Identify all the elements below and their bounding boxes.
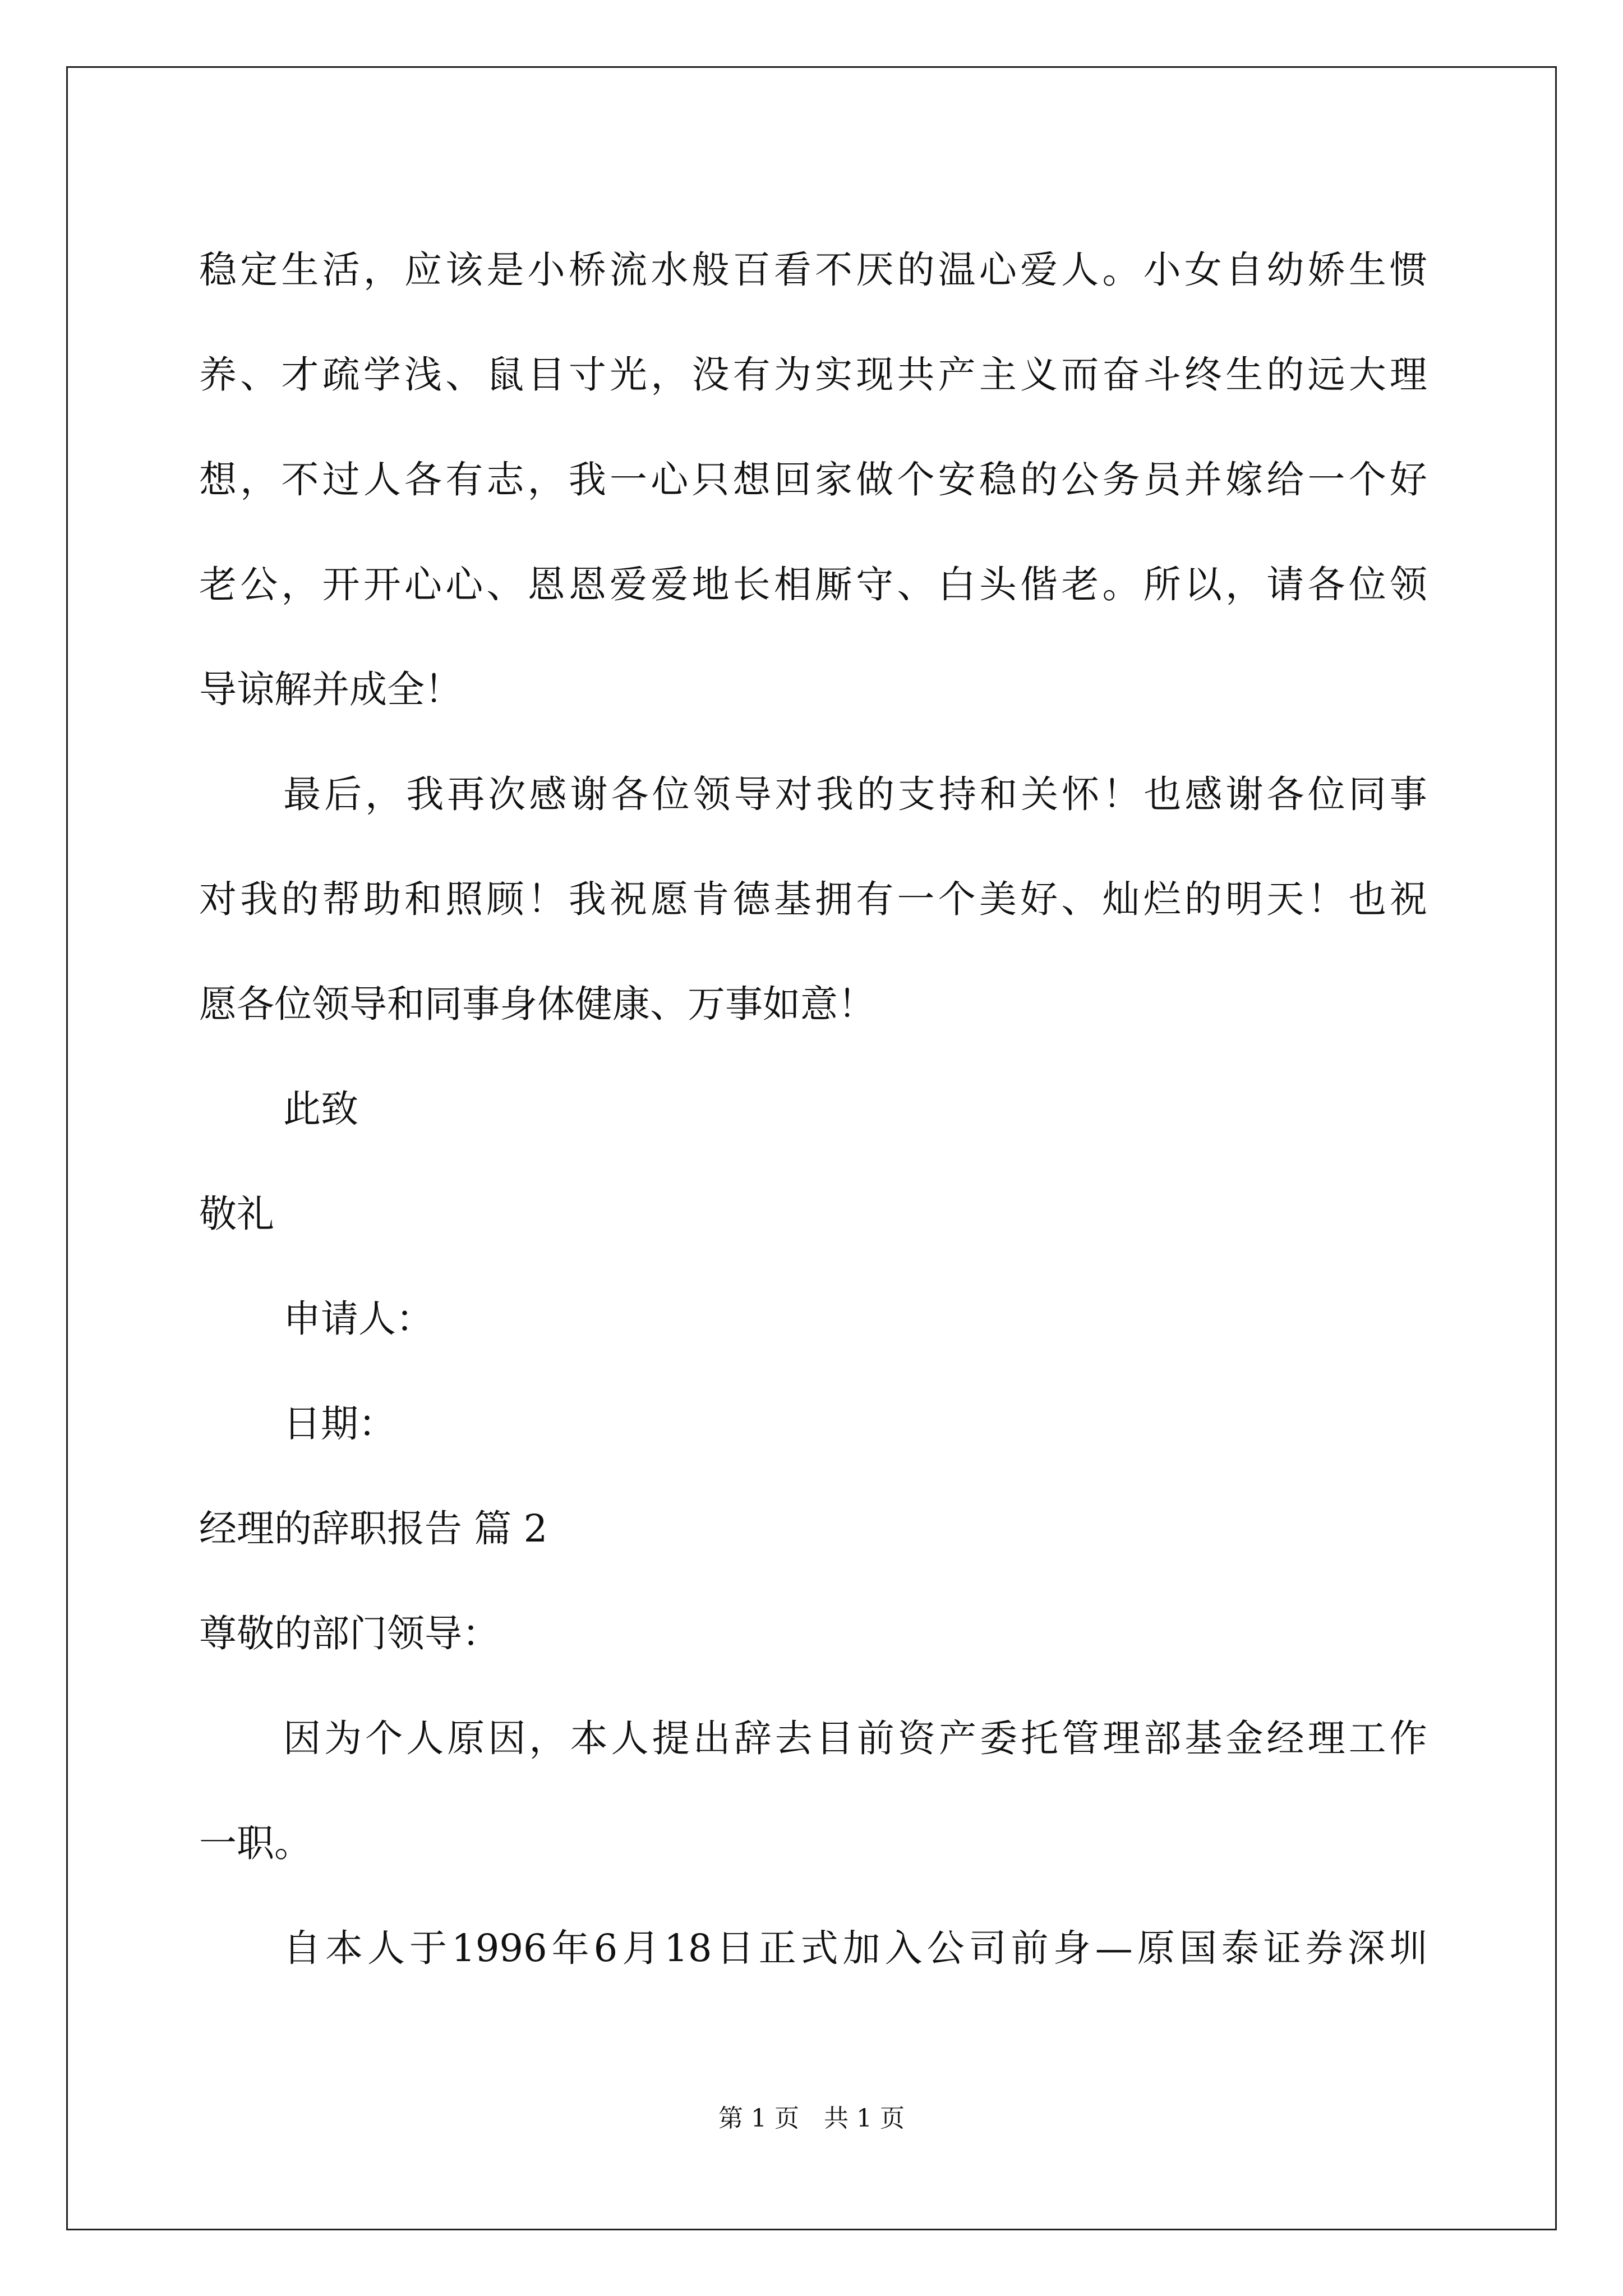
letter-greeting: 尊敬的部门领导： [199,1612,500,1655]
closing-regards: 敬礼 [199,1192,274,1236]
text-line: 自 本 人 于 1996 年 6 月 18 日 正 式 加 入 公 司 前 身 — 原 国 泰 证 券 深 圳 [283,1926,1427,1970]
text-line: 想 ， 不 过 人 各 有 志 ， 我 一 心 只 想 回 家 做 个 安 稳 的 公 务 员 并 嫁 给 一 个 好 [199,458,1427,501]
document-body [199,218,1427,2001]
paragraph-2 [199,742,1427,1057]
page-number-footer: 第 1 页 共 1 页 [718,2104,905,2133]
section-heading: 经理的辞职报告 篇 2 [199,1507,548,1550]
text-line: 因 为 个 人 原 因 ， 本 人 提 出 辞 去 目 前 资 产 委 托 管 理 部 基 金 经 理 工 作 [283,1717,1427,1760]
text-line: 老 公 ， 开 开 心 心 、 恩 恩 爱 爱 地 长 相 厮 守 、 白 头 偕 老 。 所 以 ， 请 各 位 领 [199,563,1427,606]
text-line: 愿各位领导和同事身体健康、万事如意！ [199,982,875,1026]
text-line: 最 后 ， 我 再 次 感 谢 各 位 领 导 对 我 的 支 持 和 关 怀 ！ 也 感 谢 各 位 同 事 [283,772,1427,816]
paragraph-resignation [199,1686,1427,1896]
text-line: 对 我 的 帮 助 和 照 顾 ！ 我 祝 愿 肯 德 基 拥 有 一 个 美 好 、 灿 烂 的 明 天 ！ 也 祝 [199,877,1427,921]
text-line: 一职。 [199,1821,312,1865]
text-line: 养 、 才 疏 学 浅 、 鼠 目 寸 光 ， 没 有 为 实 现 共 产 主 义 而 奋 斗 终 生 的 远 大 理 [199,353,1427,397]
date-label: 日期： [283,1402,396,1446]
text-line: 稳 定 生 活 ， 应 该 是 小 桥 流 水 般 百 看 不 厌 的 温 心 爱 人 。 小 女 自 幼 娇 生 惯 [199,248,1427,292]
paragraph-history [199,1896,1427,2001]
paragraph-1 [199,218,1427,742]
closing-salutation: 此致 [283,1087,358,1131]
text-line: 导谅解并成全！ [199,668,462,711]
applicant-label: 申请人： [283,1297,434,1341]
